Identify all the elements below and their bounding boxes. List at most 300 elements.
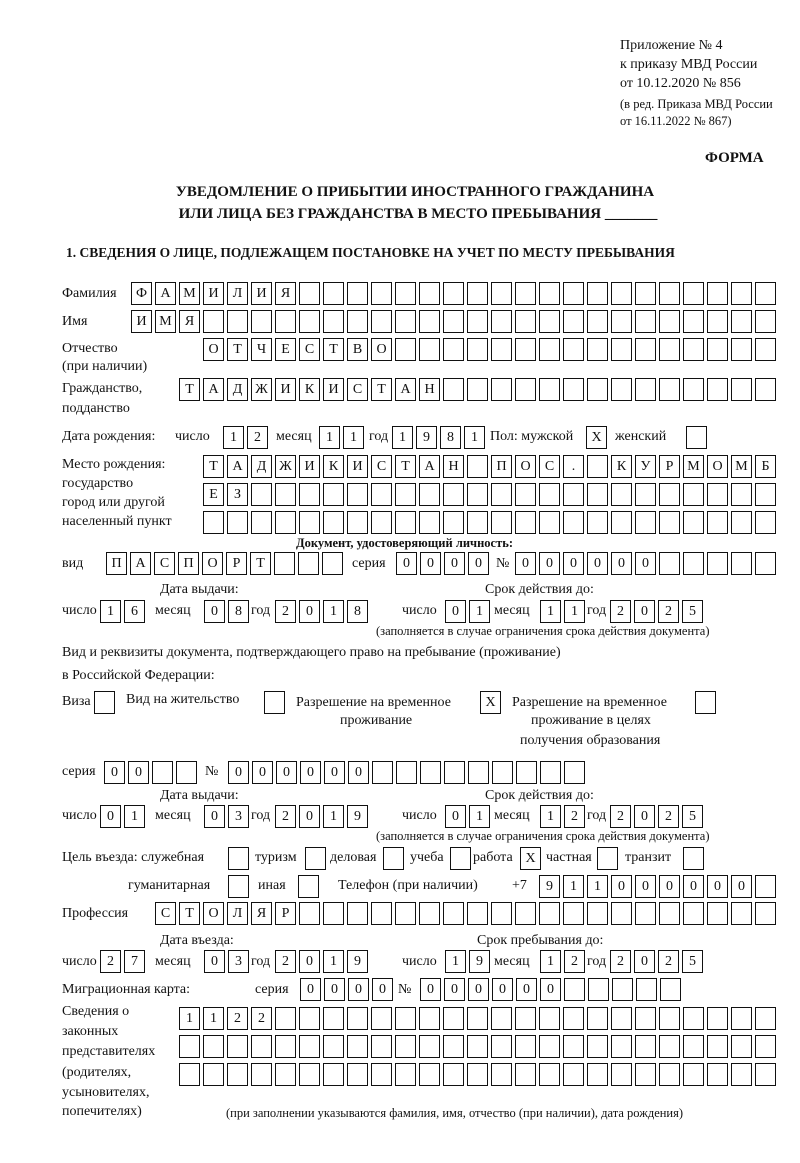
char-cell[interactable] xyxy=(227,1035,248,1058)
char-cell[interactable] xyxy=(299,310,320,333)
char-cell[interactable]: Т xyxy=(203,455,224,478)
char-cell[interactable]: 0 xyxy=(683,875,704,898)
char-cell[interactable] xyxy=(683,1063,704,1086)
char-cell[interactable] xyxy=(371,1007,392,1030)
char-cell[interactable] xyxy=(322,552,343,575)
char-cell[interactable] xyxy=(707,511,728,534)
char-cell[interactable] xyxy=(491,483,512,506)
char-cell[interactable] xyxy=(467,1063,488,1086)
char-cell[interactable] xyxy=(731,1007,752,1030)
char-cell[interactable] xyxy=(323,282,344,305)
char-cell[interactable]: 9 xyxy=(539,875,560,898)
char-cell[interactable]: С xyxy=(155,902,176,925)
char-cell[interactable] xyxy=(251,310,272,333)
char-cell[interactable] xyxy=(755,511,776,534)
char-cell[interactable] xyxy=(755,552,776,575)
char-cell[interactable] xyxy=(371,310,392,333)
char-cell[interactable] xyxy=(611,378,632,401)
char-cell[interactable]: 1 xyxy=(343,426,364,449)
char-cell[interactable]: И xyxy=(131,310,152,333)
char-cell[interactable] xyxy=(611,902,632,925)
char-cell[interactable]: С xyxy=(299,338,320,361)
char-cell[interactable] xyxy=(491,511,512,534)
char-cell[interactable]: Е xyxy=(203,483,224,506)
char-cell[interactable] xyxy=(563,338,584,361)
char-cell[interactable] xyxy=(299,1063,320,1086)
char-cell[interactable]: 2 xyxy=(100,950,121,973)
char-cell[interactable]: 8 xyxy=(228,600,249,623)
char-cell[interactable] xyxy=(539,1063,560,1086)
char-cell[interactable]: М xyxy=(179,282,200,305)
char-cell[interactable]: 9 xyxy=(347,950,368,973)
char-cell[interactable] xyxy=(659,1063,680,1086)
char-cell[interactable]: 1 xyxy=(587,875,608,898)
char-cell[interactable] xyxy=(707,310,728,333)
checkbox[interactable] xyxy=(597,847,618,870)
char-cell[interactable] xyxy=(227,1063,248,1086)
char-cell[interactable]: Т xyxy=(323,338,344,361)
char-cell[interactable] xyxy=(587,511,608,534)
char-cell[interactable] xyxy=(731,338,752,361)
char-cell[interactable] xyxy=(707,483,728,506)
char-cell[interactable]: К xyxy=(611,455,632,478)
char-cell[interactable]: 1 xyxy=(319,426,340,449)
char-cell[interactable] xyxy=(299,483,320,506)
char-cell[interactable]: 2 xyxy=(275,950,296,973)
char-cell[interactable]: 0 xyxy=(659,875,680,898)
char-cell[interactable] xyxy=(251,511,272,534)
char-cell[interactable] xyxy=(587,282,608,305)
char-cell[interactable] xyxy=(635,1063,656,1086)
char-cell[interactable]: 2 xyxy=(610,950,631,973)
char-cell[interactable]: 0 xyxy=(707,875,728,898)
char-cell[interactable] xyxy=(539,1007,560,1030)
char-cell[interactable] xyxy=(467,378,488,401)
char-cell[interactable]: 2 xyxy=(247,426,268,449)
char-cell[interactable]: 0 xyxy=(104,761,125,784)
char-cell[interactable]: 0 xyxy=(611,875,632,898)
char-cell[interactable] xyxy=(467,511,488,534)
char-cell[interactable] xyxy=(298,552,319,575)
char-cell[interactable]: 6 xyxy=(124,600,145,623)
char-cell[interactable]: И xyxy=(347,455,368,478)
char-cell[interactable]: 0 xyxy=(563,552,584,575)
char-cell[interactable] xyxy=(611,310,632,333)
char-cell[interactable] xyxy=(299,1035,320,1058)
char-cell[interactable] xyxy=(227,511,248,534)
char-cell[interactable]: 0 xyxy=(634,950,655,973)
char-cell[interactable] xyxy=(323,1063,344,1086)
char-cell[interactable]: 1 xyxy=(323,950,344,973)
char-cell[interactable] xyxy=(395,1035,416,1058)
char-cell[interactable] xyxy=(635,282,656,305)
char-cell[interactable]: К xyxy=(299,378,320,401)
char-cell[interactable]: 1 xyxy=(179,1007,200,1030)
char-cell[interactable] xyxy=(443,378,464,401)
checkbox[interactable] xyxy=(305,847,326,870)
char-cell[interactable] xyxy=(707,282,728,305)
char-cell[interactable] xyxy=(468,761,489,784)
char-cell[interactable] xyxy=(347,310,368,333)
char-cell[interactable]: 1 xyxy=(223,426,244,449)
char-cell[interactable]: И xyxy=(203,282,224,305)
char-cell[interactable] xyxy=(275,1063,296,1086)
char-cell[interactable] xyxy=(587,483,608,506)
char-cell[interactable] xyxy=(611,338,632,361)
char-cell[interactable]: 1 xyxy=(540,600,561,623)
char-cell[interactable] xyxy=(467,902,488,925)
char-cell[interactable]: И xyxy=(299,455,320,478)
char-cell[interactable] xyxy=(443,1035,464,1058)
char-cell[interactable]: 8 xyxy=(440,426,461,449)
char-cell[interactable] xyxy=(347,483,368,506)
char-cell[interactable]: 2 xyxy=(658,805,679,828)
char-cell[interactable] xyxy=(707,1007,728,1030)
char-cell[interactable] xyxy=(659,282,680,305)
char-cell[interactable] xyxy=(443,1007,464,1030)
char-cell[interactable] xyxy=(683,511,704,534)
checkbox[interactable] xyxy=(94,691,115,714)
char-cell[interactable]: Н xyxy=(443,455,464,478)
char-cell[interactable]: 0 xyxy=(228,761,249,784)
char-cell[interactable]: Д xyxy=(251,455,272,478)
char-cell[interactable]: О xyxy=(202,552,223,575)
char-cell[interactable]: 1 xyxy=(392,426,413,449)
char-cell[interactable] xyxy=(611,1063,632,1086)
checkbox[interactable] xyxy=(298,875,319,898)
char-cell[interactable] xyxy=(635,310,656,333)
char-cell[interactable]: 0 xyxy=(515,552,536,575)
char-cell[interactable] xyxy=(371,1035,392,1058)
char-cell[interactable] xyxy=(323,483,344,506)
char-cell[interactable]: М xyxy=(683,455,704,478)
char-cell[interactable]: Н xyxy=(419,378,440,401)
char-cell[interactable] xyxy=(347,1007,368,1030)
char-cell[interactable]: 0 xyxy=(731,875,752,898)
char-cell[interactable]: 2 xyxy=(564,950,585,973)
char-cell[interactable]: 9 xyxy=(347,805,368,828)
char-cell[interactable] xyxy=(419,1007,440,1030)
char-cell[interactable]: Т xyxy=(395,455,416,478)
char-cell[interactable]: Р xyxy=(226,552,247,575)
char-cell[interactable]: Ч xyxy=(251,338,272,361)
char-cell[interactable]: 0 xyxy=(635,875,656,898)
char-cell[interactable]: С xyxy=(539,455,560,478)
char-cell[interactable] xyxy=(731,552,752,575)
char-cell[interactable]: 2 xyxy=(610,805,631,828)
char-cell[interactable] xyxy=(323,1035,344,1058)
char-cell[interactable] xyxy=(323,310,344,333)
char-cell[interactable] xyxy=(491,338,512,361)
char-cell[interactable]: И xyxy=(275,378,296,401)
char-cell[interactable] xyxy=(395,282,416,305)
char-cell[interactable]: А xyxy=(419,455,440,478)
char-cell[interactable]: З xyxy=(227,483,248,506)
char-cell[interactable] xyxy=(395,511,416,534)
char-cell[interactable]: 1 xyxy=(564,600,585,623)
char-cell[interactable] xyxy=(635,378,656,401)
char-cell[interactable] xyxy=(347,282,368,305)
char-cell[interactable] xyxy=(443,483,464,506)
checkbox[interactable]: X xyxy=(520,847,541,870)
char-cell[interactable]: 0 xyxy=(348,761,369,784)
char-cell[interactable] xyxy=(587,1007,608,1030)
char-cell[interactable] xyxy=(443,310,464,333)
char-cell[interactable] xyxy=(707,1063,728,1086)
char-cell[interactable]: 0 xyxy=(372,978,393,1001)
char-cell[interactable] xyxy=(707,902,728,925)
char-cell[interactable] xyxy=(539,483,560,506)
char-cell[interactable] xyxy=(611,483,632,506)
char-cell[interactable]: 2 xyxy=(610,600,631,623)
char-cell[interactable]: 2 xyxy=(227,1007,248,1030)
char-cell[interactable]: 9 xyxy=(416,426,437,449)
char-cell[interactable]: 0 xyxy=(348,978,369,1001)
char-cell[interactable]: У xyxy=(635,455,656,478)
char-cell[interactable] xyxy=(516,761,537,784)
char-cell[interactable]: Е xyxy=(275,338,296,361)
char-cell[interactable] xyxy=(395,1063,416,1086)
char-cell[interactable]: 1 xyxy=(323,805,344,828)
char-cell[interactable]: Т xyxy=(179,902,200,925)
char-cell[interactable]: Б xyxy=(755,455,776,478)
char-cell[interactable]: 0 xyxy=(444,978,465,1001)
char-cell[interactable] xyxy=(203,310,224,333)
char-cell[interactable] xyxy=(564,978,585,1001)
char-cell[interactable] xyxy=(683,282,704,305)
char-cell[interactable] xyxy=(588,978,609,1001)
char-cell[interactable]: 0 xyxy=(300,761,321,784)
char-cell[interactable]: Т xyxy=(250,552,271,575)
char-cell[interactable] xyxy=(587,902,608,925)
char-cell[interactable]: 0 xyxy=(540,978,561,1001)
char-cell[interactable]: Т xyxy=(179,378,200,401)
char-cell[interactable]: 0 xyxy=(611,552,632,575)
char-cell[interactable] xyxy=(755,378,776,401)
char-cell[interactable] xyxy=(755,875,776,898)
char-cell[interactable]: 1 xyxy=(445,950,466,973)
char-cell[interactable]: 5 xyxy=(682,950,703,973)
char-cell[interactable] xyxy=(563,1063,584,1086)
char-cell[interactable] xyxy=(347,511,368,534)
char-cell[interactable]: 2 xyxy=(658,950,679,973)
char-cell[interactable]: Р xyxy=(275,902,296,925)
char-cell[interactable] xyxy=(467,310,488,333)
char-cell[interactable] xyxy=(563,1035,584,1058)
char-cell[interactable]: 2 xyxy=(275,805,296,828)
char-cell[interactable]: П xyxy=(178,552,199,575)
char-cell[interactable] xyxy=(635,483,656,506)
char-cell[interactable]: 0 xyxy=(587,552,608,575)
char-cell[interactable] xyxy=(683,338,704,361)
char-cell[interactable] xyxy=(419,282,440,305)
char-cell[interactable] xyxy=(227,310,248,333)
char-cell[interactable]: 1 xyxy=(124,805,145,828)
char-cell[interactable]: 1 xyxy=(469,805,490,828)
char-cell[interactable] xyxy=(515,1035,536,1058)
char-cell[interactable] xyxy=(443,282,464,305)
char-cell[interactable] xyxy=(611,282,632,305)
char-cell[interactable]: С xyxy=(154,552,175,575)
char-cell[interactable] xyxy=(179,1035,200,1058)
char-cell[interactable]: 0 xyxy=(299,600,320,623)
char-cell[interactable]: 0 xyxy=(516,978,537,1001)
char-cell[interactable]: А xyxy=(155,282,176,305)
checkbox[interactable] xyxy=(383,847,404,870)
char-cell[interactable] xyxy=(539,338,560,361)
char-cell[interactable] xyxy=(491,282,512,305)
char-cell[interactable] xyxy=(275,511,296,534)
char-cell[interactable] xyxy=(659,1035,680,1058)
char-cell[interactable]: 0 xyxy=(100,805,121,828)
char-cell[interactable] xyxy=(587,378,608,401)
char-cell[interactable] xyxy=(587,1063,608,1086)
char-cell[interactable] xyxy=(275,1007,296,1030)
char-cell[interactable] xyxy=(372,761,393,784)
char-cell[interactable]: 0 xyxy=(204,600,225,623)
char-cell[interactable] xyxy=(275,310,296,333)
char-cell[interactable] xyxy=(371,1063,392,1086)
char-cell[interactable] xyxy=(371,483,392,506)
checkbox[interactable] xyxy=(683,847,704,870)
char-cell[interactable] xyxy=(371,511,392,534)
checkbox[interactable] xyxy=(264,691,285,714)
char-cell[interactable]: О xyxy=(203,902,224,925)
char-cell[interactable] xyxy=(419,1035,440,1058)
char-cell[interactable] xyxy=(203,1035,224,1058)
char-cell[interactable] xyxy=(683,378,704,401)
char-cell[interactable]: 0 xyxy=(299,950,320,973)
char-cell[interactable]: А xyxy=(203,378,224,401)
char-cell[interactable] xyxy=(491,902,512,925)
char-cell[interactable]: 0 xyxy=(204,950,225,973)
char-cell[interactable] xyxy=(731,378,752,401)
char-cell[interactable] xyxy=(203,511,224,534)
char-cell[interactable] xyxy=(587,1035,608,1058)
char-cell[interactable] xyxy=(467,282,488,305)
char-cell[interactable] xyxy=(251,1035,272,1058)
char-cell[interactable] xyxy=(419,1063,440,1086)
char-cell[interactable] xyxy=(515,338,536,361)
char-cell[interactable] xyxy=(707,1035,728,1058)
char-cell[interactable] xyxy=(443,902,464,925)
char-cell[interactable]: А xyxy=(227,455,248,478)
char-cell[interactable] xyxy=(299,902,320,925)
char-cell[interactable] xyxy=(274,552,295,575)
char-cell[interactable] xyxy=(659,338,680,361)
char-cell[interactable]: 0 xyxy=(445,805,466,828)
char-cell[interactable]: 0 xyxy=(445,600,466,623)
char-cell[interactable] xyxy=(251,483,272,506)
char-cell[interactable] xyxy=(515,378,536,401)
char-cell[interactable] xyxy=(419,902,440,925)
char-cell[interactable] xyxy=(635,338,656,361)
char-cell[interactable] xyxy=(275,1035,296,1058)
char-cell[interactable] xyxy=(467,1007,488,1030)
char-cell[interactable]: 0 xyxy=(444,552,465,575)
char-cell[interactable] xyxy=(636,978,657,1001)
char-cell[interactable] xyxy=(563,1007,584,1030)
char-cell[interactable] xyxy=(299,282,320,305)
char-cell[interactable]: 1 xyxy=(203,1007,224,1030)
char-cell[interactable]: О xyxy=(515,455,536,478)
char-cell[interactable]: . xyxy=(563,455,584,478)
char-cell[interactable] xyxy=(515,282,536,305)
char-cell[interactable] xyxy=(491,1063,512,1086)
char-cell[interactable] xyxy=(707,378,728,401)
char-cell[interactable]: 8 xyxy=(347,600,368,623)
char-cell[interactable]: 1 xyxy=(100,600,121,623)
char-cell[interactable] xyxy=(420,761,441,784)
char-cell[interactable]: 0 xyxy=(468,978,489,1001)
char-cell[interactable] xyxy=(635,902,656,925)
char-cell[interactable]: 2 xyxy=(658,600,679,623)
char-cell[interactable] xyxy=(683,1007,704,1030)
checkbox[interactable] xyxy=(450,847,471,870)
char-cell[interactable] xyxy=(707,552,728,575)
char-cell[interactable]: 2 xyxy=(275,600,296,623)
char-cell[interactable] xyxy=(683,552,704,575)
char-cell[interactable] xyxy=(419,483,440,506)
char-cell[interactable] xyxy=(539,310,560,333)
char-cell[interactable] xyxy=(443,338,464,361)
char-cell[interactable] xyxy=(683,483,704,506)
char-cell[interactable] xyxy=(755,1007,776,1030)
char-cell[interactable] xyxy=(371,902,392,925)
char-cell[interactable] xyxy=(755,310,776,333)
char-cell[interactable] xyxy=(395,483,416,506)
char-cell[interactable] xyxy=(299,1007,320,1030)
char-cell[interactable]: 0 xyxy=(396,552,417,575)
char-cell[interactable] xyxy=(395,310,416,333)
char-cell[interactable]: П xyxy=(106,552,127,575)
char-cell[interactable]: 1 xyxy=(464,426,485,449)
char-cell[interactable] xyxy=(152,761,173,784)
checkbox[interactable] xyxy=(695,691,716,714)
char-cell[interactable] xyxy=(683,310,704,333)
char-cell[interactable] xyxy=(612,978,633,1001)
char-cell[interactable] xyxy=(443,1063,464,1086)
char-cell[interactable] xyxy=(395,902,416,925)
char-cell[interactable]: 5 xyxy=(682,805,703,828)
char-cell[interactable] xyxy=(467,338,488,361)
char-cell[interactable] xyxy=(731,1063,752,1086)
char-cell[interactable] xyxy=(683,902,704,925)
char-cell[interactable] xyxy=(347,1063,368,1086)
char-cell[interactable]: 0 xyxy=(252,761,273,784)
char-cell[interactable] xyxy=(539,1035,560,1058)
char-cell[interactable] xyxy=(755,1063,776,1086)
char-cell[interactable] xyxy=(395,338,416,361)
char-cell[interactable] xyxy=(659,902,680,925)
char-cell[interactable]: 0 xyxy=(420,978,441,1001)
char-cell[interactable]: Т xyxy=(371,378,392,401)
checkbox[interactable] xyxy=(686,426,707,449)
char-cell[interactable] xyxy=(659,511,680,534)
char-cell[interactable]: Ф xyxy=(131,282,152,305)
char-cell[interactable]: Л xyxy=(227,902,248,925)
char-cell[interactable]: 1 xyxy=(469,600,490,623)
char-cell[interactable] xyxy=(323,511,344,534)
char-cell[interactable]: 0 xyxy=(635,552,656,575)
char-cell[interactable]: О xyxy=(707,455,728,478)
char-cell[interactable]: Я xyxy=(251,902,272,925)
char-cell[interactable] xyxy=(659,378,680,401)
char-cell[interactable] xyxy=(563,511,584,534)
char-cell[interactable]: 1 xyxy=(323,600,344,623)
char-cell[interactable] xyxy=(515,310,536,333)
char-cell[interactable] xyxy=(176,761,197,784)
